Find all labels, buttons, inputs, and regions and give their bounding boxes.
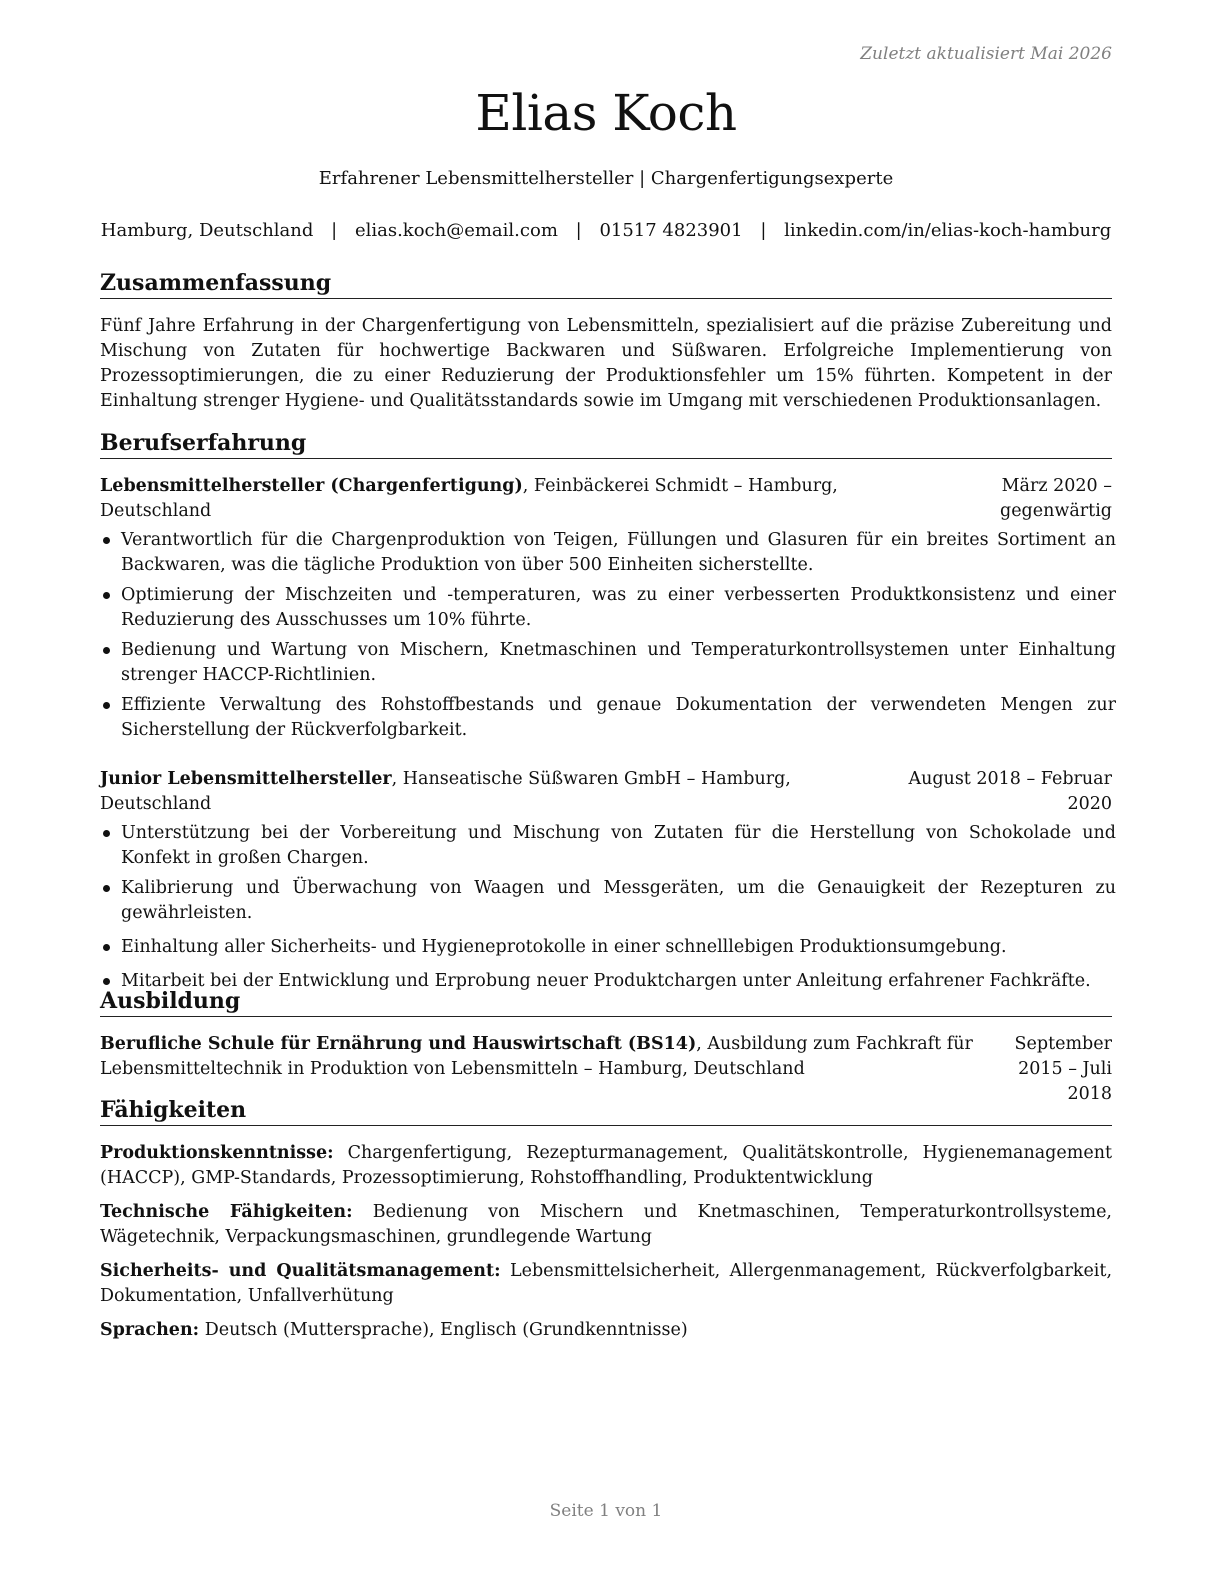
job-title-line <box>100 767 890 817</box>
candidate-name: Elias Koch <box>475 84 737 142</box>
list-item: Einhaltung aller Sicherheits- und Hygieneprotokolle in einer schnelllebigen Produktionsumgebung. <box>100 935 1116 960</box>
job-header <box>100 767 1112 817</box>
tagline: Erfahrener Lebensmittelhersteller | Chargenfertigungsexperte <box>318 168 894 189</box>
list-item: Effiziente Verwaltung des Rohstoffbestands und genaue Dokumentation der verwendeten Mengen zur Sicherstellung der Rückverfolgbarkeit. <box>100 693 1116 743</box>
skill-label: Technische Fähigkeiten: <box>100 1202 353 1222</box>
skill-group <box>100 1318 1112 1343</box>
job-title-line <box>100 474 885 524</box>
list-item: Kalibrierung und Überwachung von Waagen und Messgeräten, um die Genauigkeit der Rezepturen zu gewährleisten. <box>100 876 1116 926</box>
list-item: Mitarbeit bei der Entwicklung und Erprobung neuer Produktchargen unter Anleitung erfahrener Fachkräfte. <box>100 969 1116 994</box>
section-title-skills: Fähigkeiten <box>100 1097 1112 1126</box>
list-item: Optimierung der Mischzeiten und -temperaturen, was zu einer verbesserten Produktkonsistenz und einer Reduzierung des Ausschusses um 10% führte. <box>100 583 1116 633</box>
job-dates: März 2020 – gegenwärtig <box>1000 476 1112 521</box>
contact-linkedin[interactable]: linkedin.com/in/elias-koch-hamburg <box>784 220 1112 241</box>
job-company: , Feinbäckerei Schmidt – Hamburg, Deutschland <box>100 476 838 521</box>
contact-separator: | <box>331 220 338 241</box>
contact-line <box>100 220 1112 241</box>
skill-text: Lebensmittelsicherheit, Allergenmanagement, Rückverfolgbarkeit, Dokumentation, Unfallverhütung <box>100 1261 1113 1306</box>
skill-label: Sicherheits- und Qualitätsmanagement: <box>100 1261 501 1281</box>
section-title-summary: Zusammenfassung <box>100 270 1112 299</box>
skill-group <box>100 1200 1112 1250</box>
skill-text: Chargenfertigung, Rezepturmanagement, Qualitätskontrolle, Hygienemanagement (HACCP), GMP-Standards, Prozessoptimierung, Rohstoffhandling, Produktentwicklung <box>100 1143 1112 1188</box>
page-number: Seite 1 von 1 <box>549 1501 663 1521</box>
job-role: Junior Lebensmittelhersteller <box>100 769 392 789</box>
skill-group <box>100 1259 1112 1309</box>
section-title-education: Ausbildung <box>100 988 1112 1017</box>
job-header <box>100 474 1112 524</box>
skill-text: Bedienung von Mischern und Knetmaschinen, Temperaturkontrollsysteme, Wägetechnik, Verpackungsmaschinen, grundlegende Wartung <box>100 1202 1112 1247</box>
contact-location: Hamburg, Deutschland <box>100 220 314 241</box>
education-entry <box>100 1032 1112 1104</box>
list-item: Unterstützung bei der Vorbereitung und Mischung von Zutaten für die Herstellung von Schokolade und Konfekt in großen Chargen. <box>100 821 1116 871</box>
section-title-experience: Berufserfahrung <box>100 430 1112 459</box>
skill-label: Produktionskenntnisse: <box>100 1143 334 1163</box>
education-dates: September 2015 – Juli 2018 <box>1014 1034 1112 1104</box>
last-updated: Zuletzt aktualisiert Mai 2026 <box>860 44 1112 64</box>
job-company: , Hanseatische Süßwaren GmbH – Hamburg, Deutschland <box>100 769 791 814</box>
list-item: Verantwortlich für die Chargenproduktion von Teigen, Füllungen und Glasuren für ein breites Sortiment an Backwaren, was die tägliche Produktion von über 500 Einheiten sicherstellte. <box>100 528 1116 578</box>
contact-email[interactable]: elias.koch@email.com <box>354 220 558 241</box>
education-line <box>100 1032 980 1082</box>
contact-phone[interactable]: 01517 4823901 <box>599 220 743 241</box>
list-item: Bedienung und Wartung von Mischern, Knetmaschinen und Temperaturkontrollsystemen unter Einhaltung strenger HACCP-Richtlinien. <box>100 638 1116 688</box>
skill-label: Sprachen: <box>100 1320 200 1340</box>
education-school: Berufliche Schule für Ernährung und Hauswirtschaft (BS14) <box>100 1034 697 1054</box>
skill-text: Deutsch (Muttersprache), Englisch (Grundkenntnisse) <box>199 1320 688 1340</box>
education-detail: , Ausbildung zum Fachkraft für Lebensmitteltechnik in Produktion von Lebensmitteln – Hamburg, Deutschland <box>100 1034 973 1079</box>
job-bullets <box>100 821 1116 994</box>
summary-text: Fünf Jahre Erfahrung in der Chargenfertigung von Lebensmitteln, spezialisiert auf die präzise Zubereitung und Mischung von Zutaten für hochwertige Backwaren und Süßwaren. Erfolgreiche Implementierung von Prozessoptimierungen, die zu einer Reduzierung der Produktionsfehler um 15% führten. Kompetent in der Einhaltung strenger Hygiene- und Qualitätsstandards sowie im Umgang mit verschiedenen Produktionsanlagen. <box>100 316 1112 411</box>
job-bullets <box>100 528 1116 743</box>
contact-separator: | <box>575 220 582 241</box>
job-role: Lebensmittelhersteller (Chargenfertigung) <box>100 476 523 496</box>
contact-separator: | <box>760 220 767 241</box>
skill-group <box>100 1141 1112 1191</box>
job-dates: August 2018 – Februar 2020 <box>908 769 1112 814</box>
